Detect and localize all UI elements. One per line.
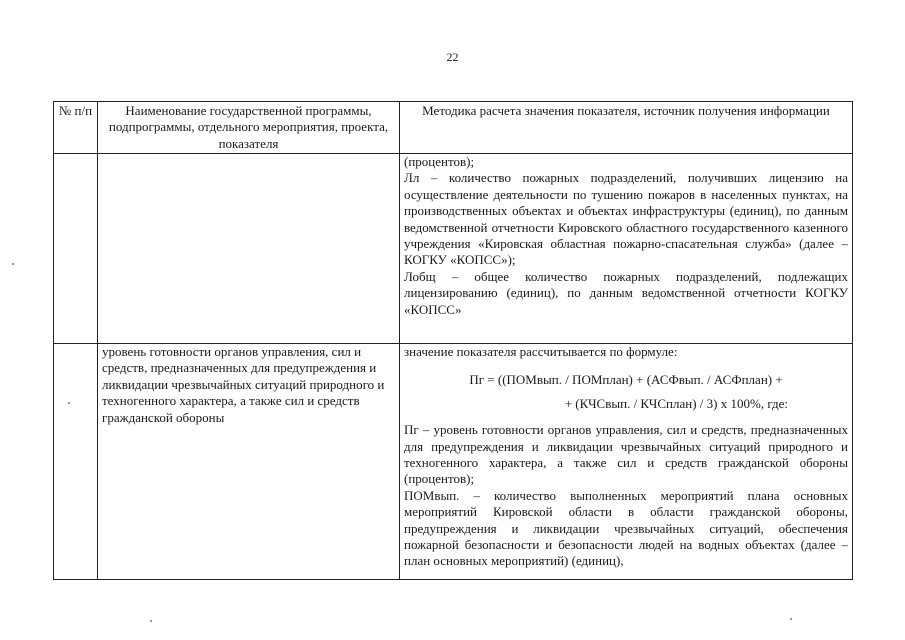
method-paragraph: ПОМвып. – количество выполненных мероприятий плана основных мероприятий Кировской области в области гражданской обороны, предупреждения и ликвидации чрезвычайных ситуаций, обеспечения пожарной безопасности и безопасности людей на водных объектах (далее – план основных мероприятий) (единиц), xyxy=(404,487,848,569)
scan-speck xyxy=(68,402,70,404)
scan-speck xyxy=(12,263,14,265)
page-number: 22 xyxy=(446,50,459,64)
header-name: Наименование государственной программы, подпрограммы, отдельного мероприятия, проекта, показателя xyxy=(98,102,400,154)
scan-speck xyxy=(790,618,792,620)
row-name-cell xyxy=(98,154,400,344)
row-number-cell xyxy=(54,154,98,344)
indicator-table xyxy=(53,101,853,580)
scan-speck xyxy=(150,620,152,622)
formula-line: Пг = ((ПОМвып. / ПОМплан) + (АСФвып. / АСФплан) + xyxy=(469,372,783,388)
header-method: Методика расчета значения показателя, источник получения информации xyxy=(400,102,853,154)
method-paragraph: (процентов); xyxy=(404,154,475,169)
table-row xyxy=(54,344,853,580)
method-intro: значение показателя рассчитывается по формуле: xyxy=(404,344,678,359)
table-header-row xyxy=(54,102,853,154)
method-paragraph: Лобщ – общее количество пожарных подразделений, подлежащих лицензированию (единиц), по данным ведомственной отчетности КОГКУ «КОПСС» xyxy=(404,268,848,317)
header-number: № п/п xyxy=(54,102,98,154)
formula-line: + (КЧСвып. / КЧСплан) / 3) х 100%, где: xyxy=(564,395,788,411)
method-paragraph: Пг – уровень готовности органов управления, сил и средств, предназначенных для предупреждения и ликвидации чрезвычайных ситуаций природного и техногенного характера, а также сил и средств гражданской обороны (процентов); xyxy=(404,422,848,487)
row-method-cell xyxy=(400,154,853,344)
row-name-cell: уровень готовности органов управления, сил и средств, предназначенных для предупреждения и ликвидации чрезвычайных ситуаций природного и техногенного характера, а также сил и средств гражданской обороны xyxy=(98,344,400,580)
row-number-cell xyxy=(54,344,98,580)
table-row xyxy=(54,154,853,344)
method-paragraph: Лл – количество пожарных подразделений, получивших лицензию на осуществление деятельности по тушению пожаров в населенных пунктах, на производственных объектах и объектах инфраструктуры (единиц), по данным ведомственной отчетности Кировского областного государственного казенного учреждения «Кировская областная пожарно-спасательная служба» (далее – КОГКУ «КОПСС»); xyxy=(404,170,848,268)
row-method-cell xyxy=(400,344,853,580)
